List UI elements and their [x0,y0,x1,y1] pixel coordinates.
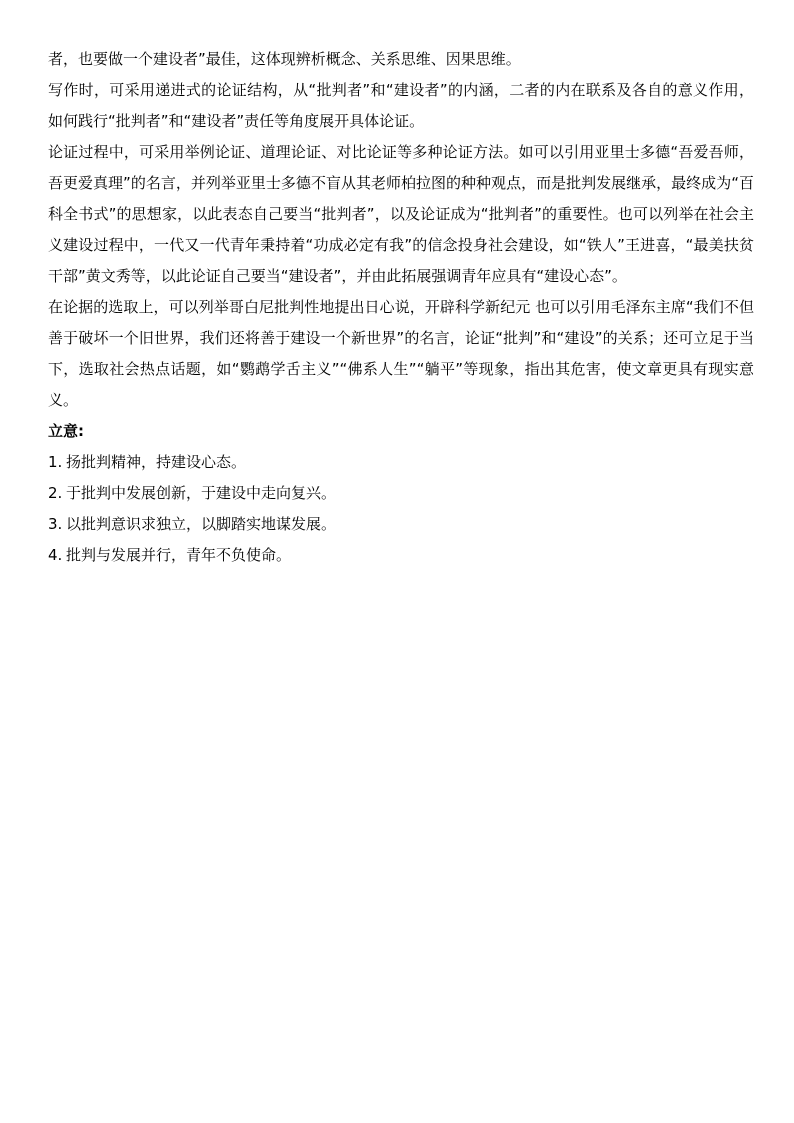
list-item [48,478,754,509]
paragraph-methods: 论证过程中，可采用举例论证、道理论证、对比论证等多种论证方法。如可以引用亚里士多德“吾爱吾师，吾更爱真理”的名言，并列举亚里士多德不盲从其老师柏拉图的种种观点，而是批判发展继承，最终成为“百科全书式”的思想家，以此表态自己要当“批判者”，以及论证成为“批判者”的重要性。也可以列举在社会主义建设过程中，一代又一代青年秉持着“功成必定有我”的信念投身社会建设，如“铁人”王进喜，“最美扶贫干部”黄文秀等，以此论证自己要当“建设者”，并由此拓展强调青年应具有“建设心态”。 [48,143,754,285]
ideas-list [48,447,754,571]
list-item-text: 扬批判精神，持建设心态。 [66,453,247,471]
list-item-number: 4. [48,546,63,564]
list-item [48,540,754,571]
paragraph-structure: 写作时，可采用递进式的论证结构，从“批判者”和“建设者”的内涵，二者的内在联系及各自的意义作用，如何践行“批判者”和“建设者”责任等角度展开具体论证。 [48,81,754,130]
list-item-text: 以批判意识求独立，以脚踏实地谋发展。 [66,515,337,533]
list-item-number: 2. [48,484,63,502]
list-item-text: 批判与发展并行，青年不负使命。 [66,546,292,564]
list-item-number: 3. [48,515,63,533]
list-item-number: 1. [48,453,63,471]
list-item [48,509,754,540]
list-item [48,447,754,478]
paragraph-intro: 者，也要做一个建设者”最佳，这体现辨析概念、关系思维、因果思维。 [48,50,521,68]
list-item-text: 于批判中发展创新，于建设中走向复兴。 [66,484,337,502]
section-title-ideas: 立意: [48,422,84,440]
document-page [48,44,754,571]
paragraph-evidence: 在论据的选取上，可以列举哥白尼批判性地提出日心说，开辟科学新纪元 也可以引用毛泽东主席“我们不但善于破坏一个旧世界，我们还将善于建设一个新世界”的名言，论证“批判”和“建设”的关系；还可立足于当下，选取社会热点话题，如“鹦鹉学舌主义”“佛系人生”“躺平”等现象，指出其危害，使文章更具有现实意义。 [48,298,754,409]
